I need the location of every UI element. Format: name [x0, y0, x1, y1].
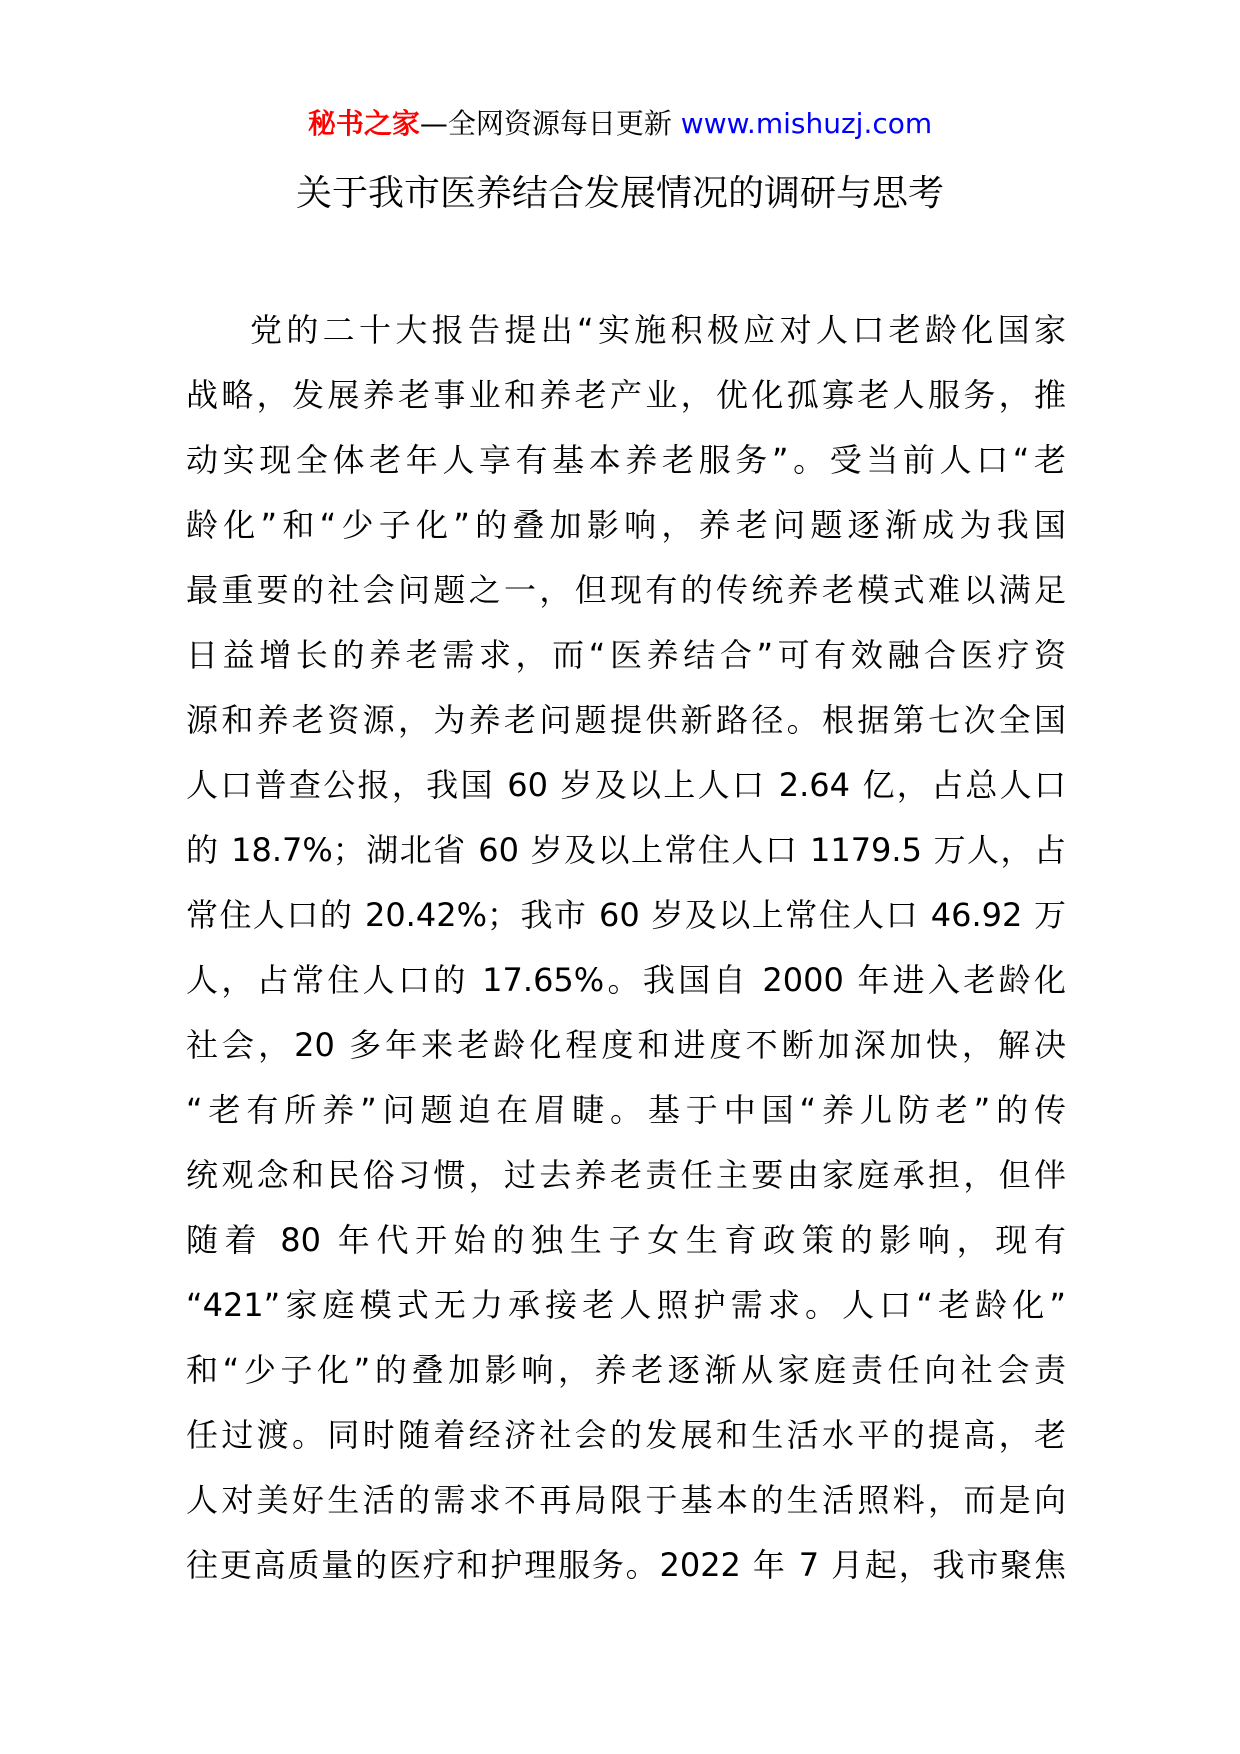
paragraph-line: 常住人口的 20.42%；我市 60 岁及以上常住人口 46.92 万	[186, 896, 1066, 934]
paragraph-line: 最重要的社会问题之一，但现有的传统养老模式难以满足	[186, 571, 1066, 609]
paragraph-line: 的 18.7%；湖北省 60 岁及以上常住人口 1179.5 万人，占	[186, 831, 1066, 869]
paragraph-line: 党的二十大报告提出“实施积极应对人口老龄化国家	[250, 311, 1066, 349]
paragraph-line: 人对美好生活的需求不再局限于基本的生活照料，而是向	[186, 1481, 1066, 1519]
paragraph-line: “421”家庭模式无力承接老人照护需求。人口“老龄化”	[186, 1286, 1066, 1324]
paragraph-line: 随着 80 年代开始的独生子女生育政策的影响，现有	[186, 1221, 1066, 1259]
paragraph-line: 源和养老资源，为养老问题提供新路径。根据第七次全国	[186, 701, 1066, 739]
paragraph-line: 和“少子化”的叠加影响，养老逐渐从家庭责任向社会责	[186, 1351, 1066, 1389]
paragraph-line: 社会，20 多年来老龄化程度和进度不断加深加快，解决	[186, 1026, 1066, 1064]
paragraph-line: 任过渡。同时随着经济社会的发展和生活水平的提高，老	[186, 1416, 1066, 1454]
header-tagline: —全网资源每日更新	[419, 107, 672, 140]
paragraph-line: 人口普查公报，我国 60 岁及以上人口 2.64 亿，占总人口	[186, 766, 1066, 804]
site-header	[0, 104, 1240, 144]
document-title: 关于我市医养结合发展情况的调研与思考	[295, 173, 944, 214]
paragraph-line: 统观念和民俗习惯，过去养老责任主要由家庭承担，但伴	[186, 1156, 1066, 1194]
paragraph-line: 人，占常住人口的 17.65%。我国自 2000 年进入老龄化	[186, 961, 1066, 999]
paragraph-line: 龄化”和“少子化”的叠加影响，养老问题逐渐成为我国	[186, 506, 1066, 544]
paragraph-line: “老有所养”问题迫在眉睫。基于中国“养儿防老”的传	[186, 1091, 1066, 1129]
brand-name: 秘书之家	[307, 107, 420, 140]
paragraph-line: 动实现全体老年人享有基本养老服务”。受当前人口“老	[186, 441, 1066, 479]
body-paragraph	[186, 298, 1066, 1598]
paragraph-line: 往更高质量的医疗和护理服务。2022 年 7 月起，我市聚焦	[186, 1546, 1066, 1584]
site-url-link[interactable]: www.mishuzj.com	[680, 107, 933, 140]
paragraph-line: 战略，发展养老事业和养老产业，优化孤寡老人服务，推	[186, 376, 1066, 414]
paragraph-line: 日益增长的养老需求，而“医养结合”可有效融合医疗资	[186, 636, 1066, 674]
